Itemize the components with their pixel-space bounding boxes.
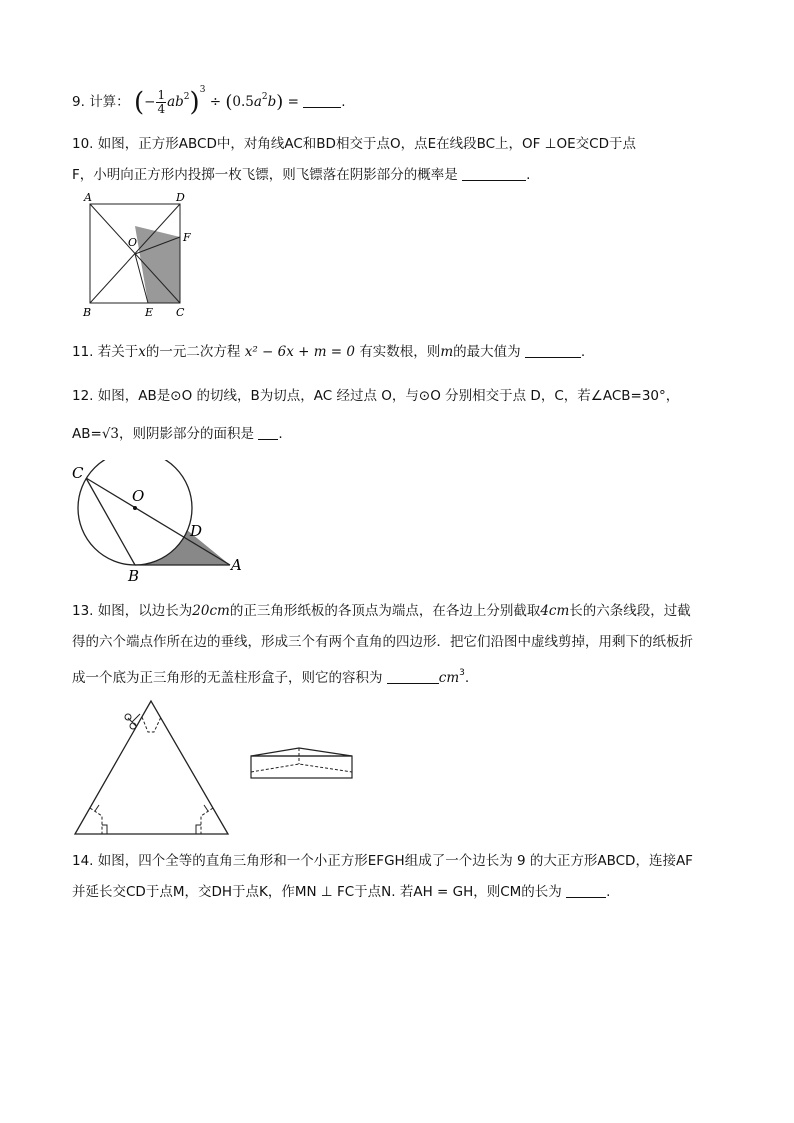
answer-blank-10[interactable] bbox=[462, 166, 526, 181]
label-D: D bbox=[190, 522, 203, 540]
label-C: C bbox=[72, 464, 84, 482]
answer-blank-12[interactable] bbox=[258, 425, 278, 440]
question-9-prefix: 计算： bbox=[89, 94, 130, 110]
label-B: B bbox=[128, 567, 140, 585]
label-C: C bbox=[176, 306, 185, 319]
question-13-number: 13. bbox=[72, 603, 94, 619]
question-11-equation: x² − 6x + m = 0 bbox=[244, 344, 356, 360]
figure-square-abcd bbox=[78, 192, 198, 322]
question-10-number: 10. bbox=[72, 136, 94, 152]
question-11-number: 11. bbox=[72, 344, 94, 360]
question-13-line3: 成一个底为正三角形的无盖柱形盒子，则它的容积为 bbox=[72, 670, 383, 686]
figure-triangle-board bbox=[70, 698, 235, 838]
question-9: 9. 计算： (− $\frac{1}{4}$ $ab^2)^3 \div (0.5a^2b)$ = . bbox=[72, 85, 346, 118]
question-14-line2: 并延长交CD于点M，交DH于点K，作MN ⊥ FC于点N. 若AH = GH，则CM的长为 bbox=[72, 884, 562, 900]
question-12-number: 12. bbox=[72, 388, 94, 404]
shaded-region bbox=[135, 226, 180, 303]
label-O: O bbox=[132, 487, 145, 505]
question-13-line2: 得的六个端点作所在边的垂线，形成三个有两个直角的四边形．把它们沿图中虚线剪掉，用剩下的纸板折 bbox=[72, 634, 693, 650]
label-B: B bbox=[83, 306, 92, 319]
question-10-line2: F，小明向正方形内投掷一枚飞镖，则飞镖落在阴影部分的概率是 bbox=[72, 167, 458, 183]
question-13: 13. 如图，以边长为20cm的正三角形纸板的各顶点为端点，在各边上分别截取4cm长的六条线段，过截 得的六个端点作所在边的垂线，形成三个有两个直角的四边形．把它们沿图中虚线剪掉，用剩下的纸板折 成一个底为正三角形的无盖柱形盒子，则它的容积为 $cm^3$. bbox=[72, 603, 693, 686]
answer-blank-11[interactable] bbox=[525, 343, 581, 358]
label-E: E bbox=[145, 306, 154, 319]
question-14-number: 14. bbox=[72, 853, 94, 869]
question-10-line1: 如图，正方形ABCD中，对角线AC和BD相交于点O，点E在线段BC上，OF ⊥OE交CD于点 bbox=[97, 136, 636, 152]
label-A: A bbox=[231, 556, 242, 574]
label-F: F bbox=[183, 231, 191, 244]
label-A: A bbox=[84, 192, 92, 204]
question-14-line1: 如图，四个全等的直角三角形和一个小正方形EFGH组成了一个边长为 9 的大正方形ABCD，连接AF bbox=[97, 853, 693, 869]
label-D: D bbox=[176, 192, 185, 204]
answer-blank-13[interactable] bbox=[387, 669, 439, 684]
question-12-line1: 如图，AB是⊙O 的切线，B为切点，AC 经过点 O，与⊙O 分别相交于点 D，C，若∠ACB=30°， bbox=[97, 388, 680, 404]
shaded-region bbox=[135, 530, 230, 565]
label-O: O bbox=[128, 236, 138, 249]
question-10: 10. 如图，正方形ABCD中，对角线AC和BD相交于点O，点E在线段BC上，OF ⊥OE交CD于点 F，小明向正方形内投掷一枚飞镖，则飞镖落在阴影部分的概率是 . bbox=[72, 136, 636, 183]
answer-blank-14[interactable] bbox=[566, 883, 606, 898]
question-12: 12. 如图，AB是⊙O 的切线，B为切点，AC 经过点 O，与⊙O 分别相交于点 D，C，若∠ACB=30°， AB=√3，则阴影部分的面积是 . bbox=[72, 388, 680, 442]
question-9-number: 9. bbox=[72, 94, 85, 110]
figure-circle-tangent bbox=[66, 460, 256, 588]
answer-blank-9[interactable] bbox=[303, 93, 341, 108]
figure-prism-box bbox=[246, 742, 358, 782]
question-11: 11. 若关于x的一元二次方程 x² − 6x + m = 0 有实数根，则m的最大值为 . bbox=[72, 344, 586, 360]
question-14: 14. 如图，四个全等的直角三角形和一个小正方形EFGH组成了一个边长为 9 的大正方形ABCD，连接AF 并延长交CD于点M，交DH于点K，作MN ⊥ FC于点N. 若AH = GH，则CM的长为 . bbox=[72, 853, 693, 900]
question-9-expression: (− $\frac{1}{4}$ $ab^2)^3 \div (0.5a^2b)$ = bbox=[133, 85, 299, 118]
